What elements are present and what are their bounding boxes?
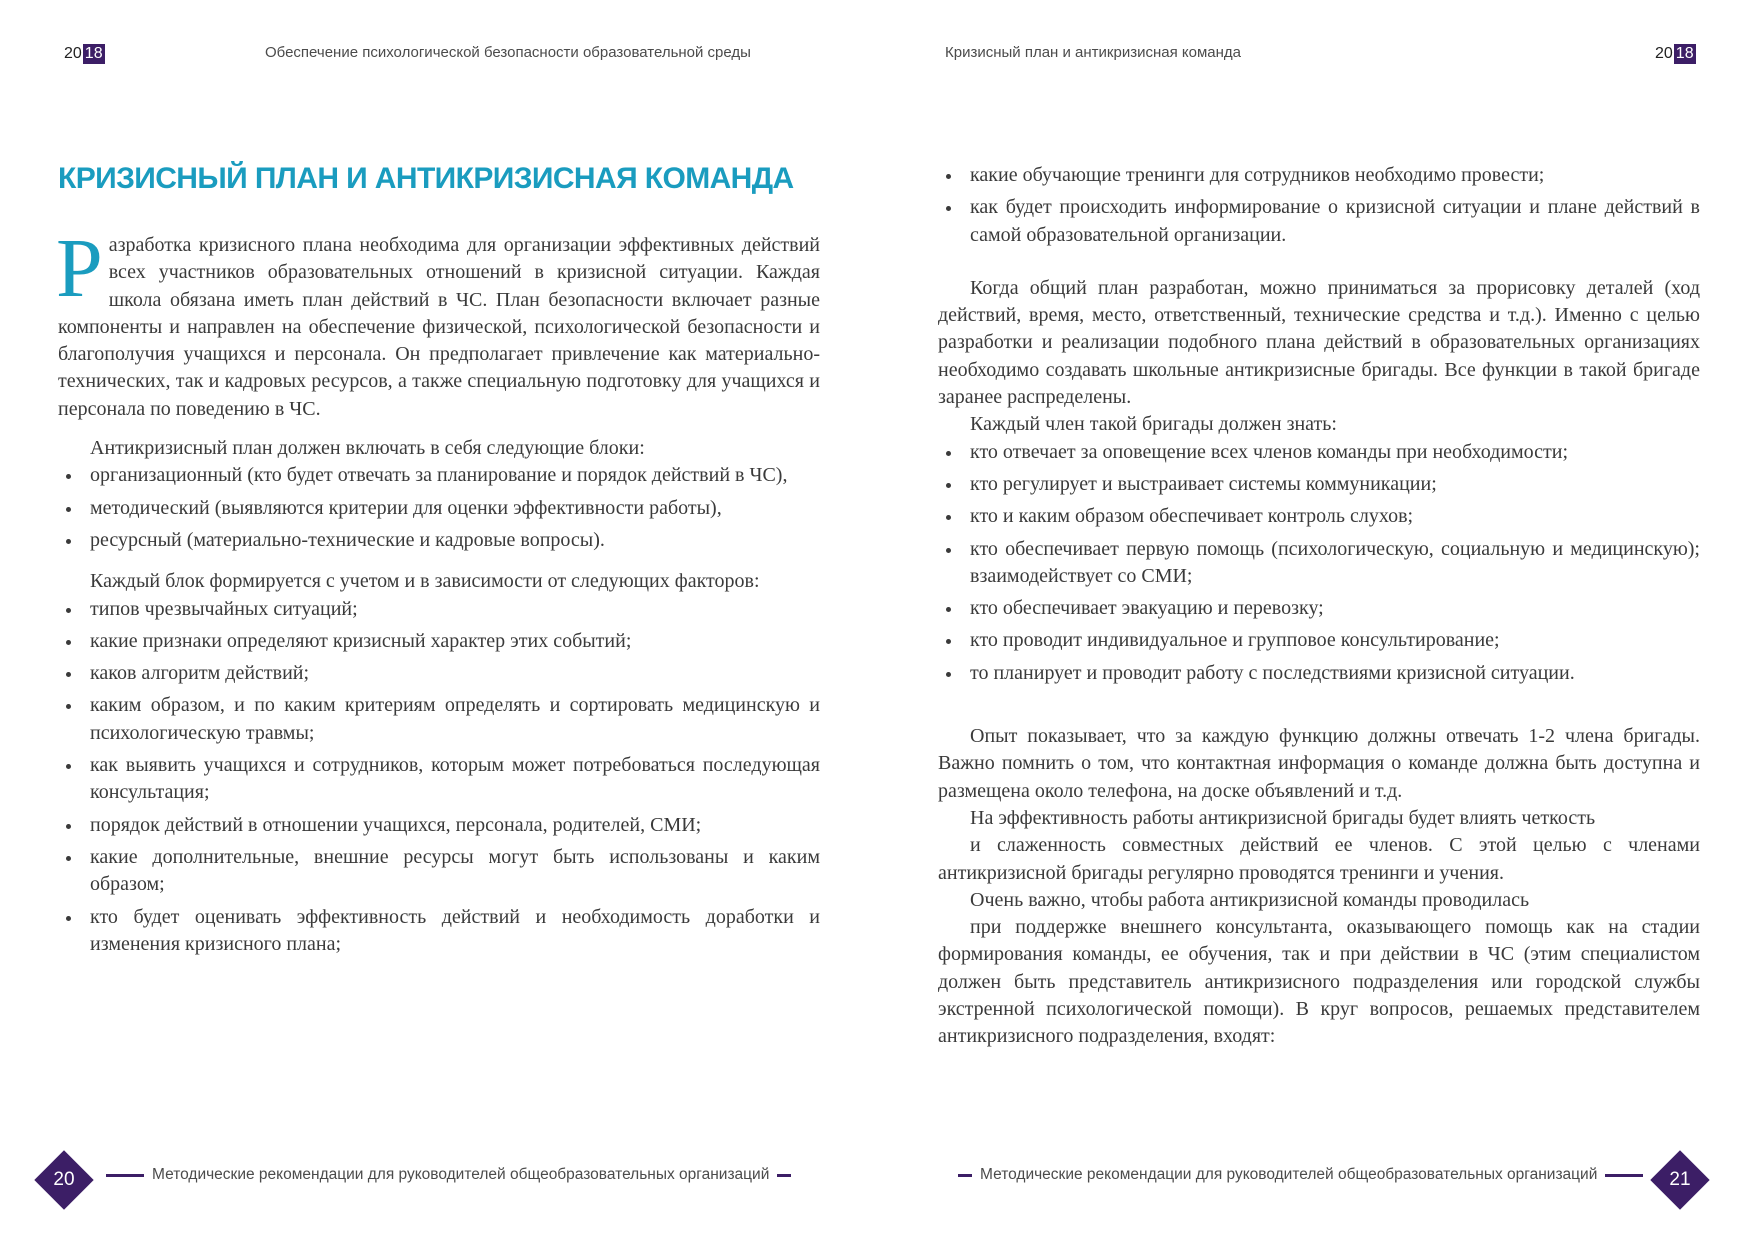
list-item: методический (выявляются критерии для оценки эффективности работы), xyxy=(58,495,820,522)
list-item: каков алгоритм действий; xyxy=(58,660,820,687)
page-title: КРИЗИСНЫЙ ПЛАН И АНТИКРИЗИСНАЯ КОМАНДА xyxy=(58,162,794,195)
page-number-badge: 20 xyxy=(34,1150,94,1210)
consultant-line: Очень важно, чтобы работа антикризисной команды проводилась xyxy=(970,888,1530,911)
list-item: как выявить учащихся и сотрудников, которым может потребоваться последующая консультация; xyxy=(58,752,820,807)
list-item: какие обучающие тренинги для сотрудников необходимо провести; xyxy=(938,162,1700,189)
list-item: порядок действий в отношении учащихся, персонала, родителей, СМИ; xyxy=(58,812,820,839)
right-page xyxy=(874,0,1748,1240)
list-item: какие признаки определяют кризисный характер этих событий; xyxy=(58,628,820,655)
factors-list xyxy=(58,596,820,959)
list-item: как будет происходить информирование о кризисной ситуации и плане действий в самой образовательной организации. xyxy=(938,194,1700,249)
running-footer: Методические рекомендации для руководителей общеобразовательных организаций xyxy=(106,1166,791,1184)
running-footer: Методические рекомендации для руководителей общеобразовательных организаций xyxy=(958,1166,1643,1184)
list-item: кто обеспечивает первую помощь (психологическую, социальную и медицинскую); взаимодействует со СМИ; xyxy=(938,536,1700,591)
footer-dash xyxy=(1605,1174,1643,1177)
year-label: 20 18 xyxy=(64,45,103,62)
efficiency-paragraph: и слаженность совместных действий ее членов. С этой целью с членами антикризисной бригады регулярно проводятся тренинги и учения. xyxy=(938,834,1700,884)
list-item: организационный (кто будет отвечать за планирование и порядок действий в ЧС), xyxy=(58,462,820,489)
list-item: ресурсный (материально-технические и кадровые вопросы). xyxy=(58,527,820,554)
member-list xyxy=(938,439,1700,687)
running-header: Обеспечение психологической безопасности образовательной среды xyxy=(265,44,751,61)
year-label: 20 18 xyxy=(1655,45,1694,62)
right-body xyxy=(938,162,1700,1051)
list-item: какие дополнительные, внешние ресурсы могут быть использованы и каким образом; xyxy=(58,844,820,899)
list-item: кто проводит индивидуальное и групповое консультирование; xyxy=(938,627,1700,654)
list-item: каким образом, и по каким критериям определять и сортировать медицинскую и психологическую травмы; xyxy=(58,692,820,747)
intro-paragraph: Разработка кризисного плана необходима для организации эффективных действий всех участников образовательных отношений в кризисной ситуации. Каждая школа обязана иметь план действий в ЧС. План безопасности включает разные компоненты и направлен на обеспечение физической, психологической безопасности и благополучия учащихся и персонала. Он предполагает привлечение как материально-технических, так и кадровых ресурсов, а также специальную подготовку для учащихся и персонала по поведению в ЧС. xyxy=(56,222,820,420)
page-number-badge: 21 xyxy=(1650,1150,1710,1210)
dropcap: Р xyxy=(56,222,103,315)
footer-dash xyxy=(106,1174,144,1177)
running-header: Кризисный план и антикризисная команда xyxy=(945,44,1241,61)
top-list xyxy=(938,162,1700,249)
list-item: кто обеспечивает эвакуацию и перевозку; xyxy=(938,595,1700,622)
left-body xyxy=(56,222,820,963)
list-item: кто будет оценивать эффективность действий и необходимость доработки и изменения кризисного плана; xyxy=(58,904,820,959)
list-item: кто регулирует и выстраивает системы коммуникации; xyxy=(938,471,1700,498)
experience-paragraph: Опыт показывает, что за каждую функцию должны отвечать 1-2 члена бригады. Важно помнить о том, что контактная информация о команде должна быть доступна и размещена около телефона, на доске объявлений и т.д. xyxy=(938,725,1700,802)
factors-intro: Каждый блок формируется с учетом и в зависимости от следующих факторов: xyxy=(90,570,760,593)
blocks-intro: Антикризисный план должен включать в себя следующие блоки: xyxy=(90,437,645,460)
list-item: типов чрезвычайных ситуаций; xyxy=(58,596,820,623)
efficiency-line: На эффективность работы антикризисной бригады будет влиять четкость xyxy=(970,806,1596,829)
member-intro: Каждый член такой бригады должен знать: xyxy=(970,413,1337,436)
plan-paragraph: Когда общий план разработан, можно приниматься за прорисовку деталей (ход действий, время, место, ответственный, технические средства и т.д.). Именно с целью разработки и реализации подобного плана действий в образовательных организациях необходимо создавать школьные антикризисные бригады. Все функции в такой бригаде заранее распределены. xyxy=(938,276,1700,409)
consultant-paragraph: при поддержке внешнего консультанта, оказывающего помощь как на стадии формирования команды, ее обучения, так и при действии в ЧС (этим специалистом должен быть представитель антикризисного подразделения или городской службы экстренной психологической помощи). В круг вопросов, решаемых представителем антикризисного подразделения, входят: xyxy=(938,916,1700,1048)
blocks-list xyxy=(58,462,820,554)
list-item: то планирует и проводит работу с последствиями кризисной ситуации. xyxy=(938,660,1700,687)
list-item: кто и каким образом обеспечивает контроль слухов; xyxy=(938,503,1700,530)
footer-dash xyxy=(958,1174,972,1177)
footer-dash xyxy=(777,1174,791,1177)
list-item: кто отвечает за оповещение всех членов команды при необходимости; xyxy=(938,439,1700,466)
